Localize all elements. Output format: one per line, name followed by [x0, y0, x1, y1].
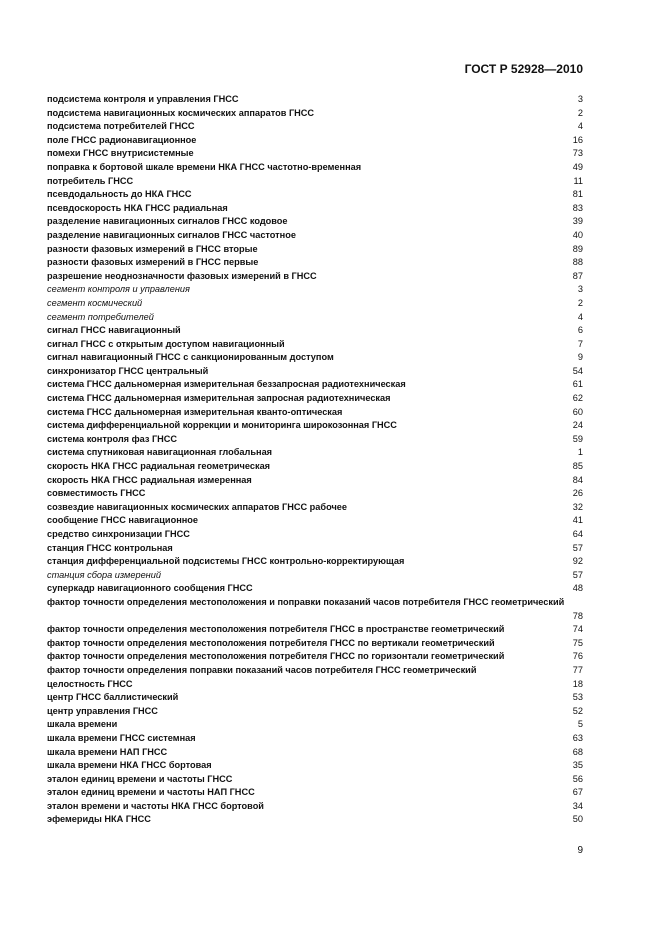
- index-entry: [47, 324, 583, 338]
- index-page-number: 34: [572, 800, 583, 811]
- index-term: сообщение ГНСС навигационное: [47, 515, 199, 526]
- index-entry: [47, 800, 583, 814]
- index-term: фактор точности определения поправки показаний часов потребителя ГНСС геометрический: [47, 664, 477, 675]
- index-entry: [47, 378, 583, 392]
- index-page-number: 4: [577, 121, 583, 132]
- index-entry: [47, 474, 583, 488]
- index-page-number: 68: [572, 746, 583, 757]
- index-page-number: 87: [572, 270, 583, 281]
- index-page-number: 4: [577, 311, 583, 322]
- index-page-number: 74: [572, 624, 583, 635]
- index-entry: [47, 229, 583, 243]
- index-term: разности фазовых измерений в ГНСС первые: [47, 257, 259, 268]
- index-page-number: 73: [572, 148, 583, 159]
- index-term: поле ГНСС радионавигационное: [47, 134, 197, 145]
- index-entry: [47, 759, 583, 773]
- index-term: станция дифференциальной подсистемы ГНСС контрольно-корректирующая: [47, 556, 405, 567]
- index-entry: [47, 773, 583, 787]
- index-entry: [47, 813, 583, 827]
- index-term: центр управления ГНСС: [47, 705, 158, 716]
- index-entry: [47, 161, 583, 175]
- index-term: система дифференциальной коррекции и мониторинга широкозонная ГНСС: [47, 420, 397, 431]
- index-page-number: 35: [572, 760, 583, 771]
- index-term: потребитель ГНСС: [47, 175, 134, 186]
- index-entry: [47, 487, 583, 501]
- index-entry: [47, 786, 583, 800]
- index-entry: [47, 107, 583, 121]
- index-page-number: 41: [572, 515, 583, 526]
- index-entry: [47, 555, 583, 569]
- index-page-number: 6: [577, 325, 583, 336]
- index-page-number: 11: [573, 175, 583, 186]
- index-entry: [47, 175, 583, 189]
- index-term: псевдоскорость НКА ГНСС радиальная: [47, 202, 228, 213]
- index-entry: [47, 351, 583, 365]
- index-entry: [47, 283, 583, 297]
- index-page-number: 9: [577, 352, 583, 363]
- alphabetical-term-index: [47, 93, 583, 827]
- index-page-number: 3: [577, 94, 583, 104]
- index-term: сигнал навигационный ГНСС с санкционированным доступом: [47, 352, 334, 363]
- index-entry: [47, 147, 583, 161]
- index-page-number: 26: [572, 488, 583, 499]
- index-entry: [47, 528, 583, 542]
- index-page-number: 16: [572, 134, 583, 145]
- index-entry: [47, 718, 583, 732]
- index-entry: [47, 637, 583, 651]
- index-entry: [47, 596, 583, 623]
- index-term: система ГНСС дальномерная измерительная кванто-оптическая: [47, 406, 343, 417]
- index-page-number: 61: [572, 379, 583, 390]
- index-page-number: 78: [572, 610, 583, 621]
- index-page-number: 67: [572, 787, 583, 798]
- index-entry: [47, 188, 583, 202]
- index-page-number: 77: [572, 664, 583, 675]
- index-entry: [47, 215, 583, 229]
- index-term: эфемериды НКА ГНСС: [47, 814, 151, 825]
- index-page-number: 49: [572, 161, 583, 172]
- index-entry: [47, 270, 583, 284]
- index-term: система спутниковая навигационная глобальная: [47, 447, 273, 458]
- index-page-number: 53: [572, 692, 583, 703]
- index-page-number: 63: [572, 732, 583, 743]
- index-page-number: 57: [572, 542, 583, 553]
- index-page-number: 84: [572, 474, 583, 485]
- index-term: разности фазовых измерений в ГНСС вторые: [47, 243, 258, 254]
- index-term: синхронизатор ГНСС центральный: [47, 365, 209, 376]
- index-entry: [47, 460, 583, 474]
- page-number: 9: [577, 845, 583, 856]
- index-page-number: 76: [572, 651, 583, 662]
- index-page-number: 75: [572, 637, 583, 648]
- index-page-number: 92: [572, 556, 583, 567]
- index-entry: [47, 243, 583, 257]
- index-term: шкала времени: [47, 719, 118, 730]
- index-page-number: 88: [572, 257, 583, 268]
- index-term: система контроля фаз ГНСС: [47, 433, 178, 444]
- index-page-number: 39: [572, 216, 583, 227]
- index-page-number: 1: [577, 447, 583, 458]
- index-entry: [47, 623, 583, 637]
- index-term: подсистема контроля и управления ГНСС: [47, 94, 239, 104]
- index-term: станция ГНСС контрольная: [47, 542, 173, 553]
- index-page-number: 40: [572, 229, 583, 240]
- index-entry: [47, 514, 583, 528]
- index-entry: [47, 419, 583, 433]
- index-term: система ГНСС дальномерная измерительная запросная радиотехническая: [47, 393, 391, 404]
- index-term: поправка к бортовой шкале времени НКА ГНСС частотно-временная: [47, 161, 362, 172]
- index-page-number: 83: [572, 202, 583, 213]
- index-term: сегмент контроля и управления: [47, 284, 190, 295]
- index-term: сигнал ГНСС навигационный: [47, 325, 181, 336]
- index-term: фактор точности определения местоположения и поправки показаний часов потребителя ГНСС геометрический: [47, 596, 565, 607]
- index-term: фактор точности определения местоположения потребителя ГНСС по горизонтали геометрический: [47, 651, 505, 662]
- index-page-number: 57: [572, 569, 583, 580]
- index-page-number: 81: [572, 189, 583, 200]
- index-page-number: 2: [577, 107, 583, 118]
- index-page-number: 60: [572, 406, 583, 417]
- index-entry: [47, 501, 583, 515]
- index-page-number: 59: [572, 433, 583, 444]
- index-term: разделение навигационных сигналов ГНСС кодовое: [47, 216, 288, 227]
- index-entry: [47, 365, 583, 379]
- index-page-number: 32: [572, 501, 583, 512]
- index-entry: [47, 120, 583, 134]
- index-entry: [47, 392, 583, 406]
- index-term: скорость НКА ГНСС радиальная измеренная: [47, 474, 252, 485]
- index-term: совместимость ГНСС: [47, 488, 146, 499]
- index-entry: [47, 297, 583, 311]
- index-entry: [47, 746, 583, 760]
- index-entry: [47, 256, 583, 270]
- index-page-number: 85: [572, 461, 583, 472]
- index-entry: [47, 338, 583, 352]
- index-page-number: 52: [572, 705, 583, 716]
- index-term: сегмент космический: [47, 297, 143, 308]
- index-term: шкала времени НАП ГНСС: [47, 746, 168, 757]
- index-entry: [47, 678, 583, 692]
- index-entry: [47, 406, 583, 420]
- index-page-number: 89: [572, 243, 583, 254]
- index-term: система ГНСС дальномерная измерительная беззапросная радиотехническая: [47, 379, 406, 390]
- index-entry: [47, 202, 583, 216]
- index-page-number: 50: [572, 814, 583, 825]
- index-term: станция сбора измерений: [47, 569, 161, 580]
- index-entry: [47, 542, 583, 556]
- index-entry: [47, 732, 583, 746]
- index-entry: [47, 311, 583, 325]
- index-page-number: 54: [572, 365, 583, 376]
- index-term: средство синхронизации ГНСС: [47, 529, 190, 539]
- index-entry: [47, 691, 583, 705]
- index-entry: [47, 569, 583, 583]
- index-page-number: 18: [572, 678, 583, 689]
- index-term: разделение навигационных сигналов ГНСС частотное: [47, 229, 296, 240]
- index-entry: [47, 446, 583, 460]
- index-page-number: 62: [572, 393, 583, 404]
- index-term: шкала времени ГНСС системная: [47, 732, 196, 743]
- index-term: целостность ГНСС: [47, 678, 133, 689]
- index-page-number: 7: [577, 338, 583, 349]
- index-page-number: 64: [572, 529, 583, 539]
- index-term: псевдодальность до НКА ГНСС: [47, 189, 192, 200]
- index-page-number: 56: [572, 773, 583, 784]
- index-entry: [47, 433, 583, 447]
- index-entry: [47, 582, 583, 596]
- index-entry: [47, 650, 583, 664]
- index-page-number: 3: [577, 284, 583, 295]
- index-term: сегмент потребителей: [47, 311, 154, 322]
- index-term: эталон единиц времени и частоты НАП ГНСС: [47, 787, 255, 798]
- index-term: центр ГНСС баллистический: [47, 692, 179, 703]
- index-term: шкала времени НКА ГНСС бортовая: [47, 760, 212, 771]
- index-term: созвездие навигационных космических аппаратов ГНСС рабочее: [47, 501, 348, 512]
- index-entry: [47, 93, 583, 107]
- index-term: помехи ГНСС внутрисистемные: [47, 148, 194, 159]
- index-term: фактор точности определения местоположения потребителя ГНСС по вертикали геометрический: [47, 637, 495, 648]
- document-standard-header: ГОСТ Р 52928—2010: [464, 62, 583, 76]
- index-page-number: 48: [572, 583, 583, 594]
- index-term: подсистема потребителей ГНСС: [47, 121, 195, 132]
- index-term: фактор точности определения местоположения потребителя ГНСС в пространстве геометрический: [47, 624, 505, 635]
- index-term: подсистема навигационных космических аппаратов ГНСС: [47, 107, 315, 118]
- index-term: сигнал ГНСС с открытым доступом навигационный: [47, 338, 285, 349]
- index-term: суперкадр навигационного сообщения ГНСС: [47, 583, 253, 594]
- index-term: эталон единиц времени и частоты ГНСС: [47, 773, 233, 784]
- index-term: скорость НКА ГНСС радиальная геометрическая: [47, 461, 271, 472]
- index-page-number: 5: [577, 719, 583, 730]
- index-term: разрешение неоднозначности фазовых измерений в ГНСС: [47, 270, 317, 281]
- index-term: эталон времени и частоты НКА ГНСС бортовой: [47, 800, 264, 811]
- index-entry: [47, 664, 583, 678]
- index-entry: [47, 134, 583, 148]
- index-entry: [47, 705, 583, 719]
- index-page-number: 2: [577, 297, 583, 308]
- index-page-number: 24: [572, 420, 583, 431]
